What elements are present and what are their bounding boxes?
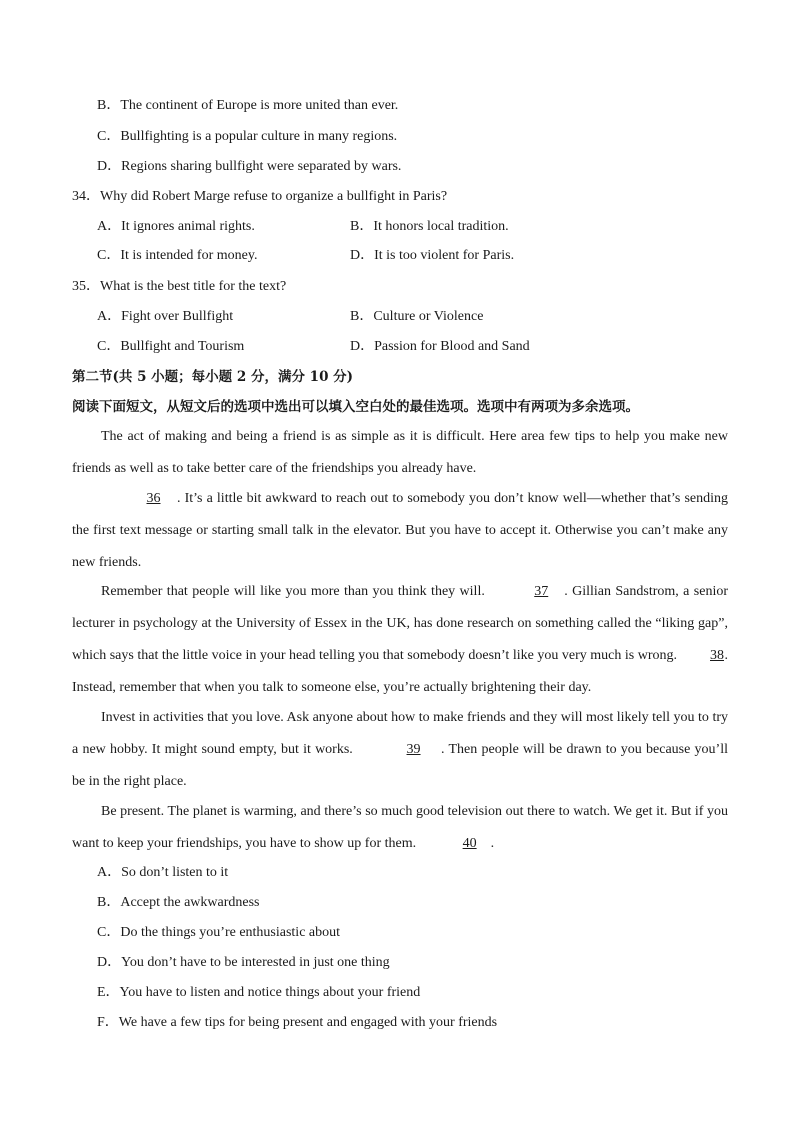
blank-37[interactable]: 37 <box>534 584 549 599</box>
paragraph-3-pre: Remember that people will like you more than you think they will. <box>101 584 490 599</box>
blank-36[interactable]: 36 <box>146 491 161 506</box>
choice-c: C．Do the things you’re enthusiastic about <box>97 925 341 940</box>
choice-f: F．We have a few tips for being present and engaged with your friends <box>97 1015 498 1030</box>
paragraph-5-pre: Be present. The planet is warming, and there’s so much good television out there to watch. We get it. But if you want to keep your friendships, you have to show up for them. <box>72 804 728 851</box>
passage-paragraph-5 <box>72 796 728 860</box>
q34-option-c: C．It is intended for money. <box>97 248 258 263</box>
section-instruction: 阅读下面短文，从短文后的选项中选出可以填入空白处的最佳选项。选项中有两项为多余选项。 <box>72 399 639 415</box>
option-c: C．Bullfighting is a popular culture in many regions. <box>97 129 398 144</box>
choice-e: E．You have to listen and notice things about your friend <box>97 985 421 1000</box>
paragraph-4-pre: Invest in activities that you love. Ask anyone about how to make friends and they will most likely tell you to try a new hobby. It might sound empty, but it works. <box>72 710 728 757</box>
section-heading: 第二节(共 5 小题；每小题 2 分，满分 10 分) <box>72 369 354 385</box>
q34-option-a: A．It ignores animal rights. <box>97 219 255 234</box>
q34-option-b: B．It honors local tradition. <box>350 219 509 234</box>
passage-paragraph-3 <box>72 576 728 704</box>
paragraph-2-text: . It’s a little bit awkward to reach out to somebody you don’t know well—whether that’s sending the first text message or starting small talk in the elevator. But you have to accept it. Otherwise you can’t make any new friends. <box>72 491 728 570</box>
passage-paragraph-4 <box>72 702 728 798</box>
question-34-stem: 34．Why did Robert Marge refuse to organize a bullfight in Paris? <box>72 189 448 204</box>
paragraph-5-post: . <box>490 836 495 851</box>
question-35-stem: 35．What is the best title for the text? <box>72 279 287 294</box>
choice-b: B．Accept the awkwardness <box>97 895 260 910</box>
blank-39[interactable]: 39 <box>406 742 421 757</box>
q35-option-a: A．Fight over Bullfight <box>97 309 234 324</box>
blank-38[interactable]: 38 <box>710 648 724 663</box>
paragraph-3-mid: . Gillian Sandstrom, a senior lecturer in psychology at the University of Essex in the UK, has done research on something called the “liking gap”, which says that the little voice in your head telling you that somebody doesn’t like you very much is wrong. <box>72 584 728 663</box>
blank-40[interactable]: 40 <box>462 836 477 851</box>
q35-option-d: D．Passion for Blood and Sand <box>350 339 530 354</box>
q34-option-d: D．It is too violent for Paris. <box>350 248 515 263</box>
paragraph-3-post: . Instead, remember that when you talk to someone else, you’re actually brightening their day. <box>72 648 728 695</box>
option-b: B．The continent of Europe is more united than ever. <box>97 98 399 113</box>
option-d: D．Regions sharing bullfight were separated by wars. <box>97 159 402 174</box>
paragraph-4-post: . Then people will be drawn to you because you’ll be in the right place. <box>72 742 728 789</box>
q35-option-b: B．Culture or Violence <box>350 309 484 324</box>
choice-d: D．You don’t have to be interested in just one thing <box>97 955 390 970</box>
choice-a: A．So don’t listen to it <box>97 865 229 880</box>
passage-paragraph-2 <box>72 483 728 579</box>
passage-paragraph-1: The act of making and being a friend is as simple as it is difficult. Here area few tips to help you make new friends as well as to take better care of the friendships you already have. <box>72 429 728 476</box>
q35-option-c: C．Bullfight and Tourism <box>97 339 245 354</box>
